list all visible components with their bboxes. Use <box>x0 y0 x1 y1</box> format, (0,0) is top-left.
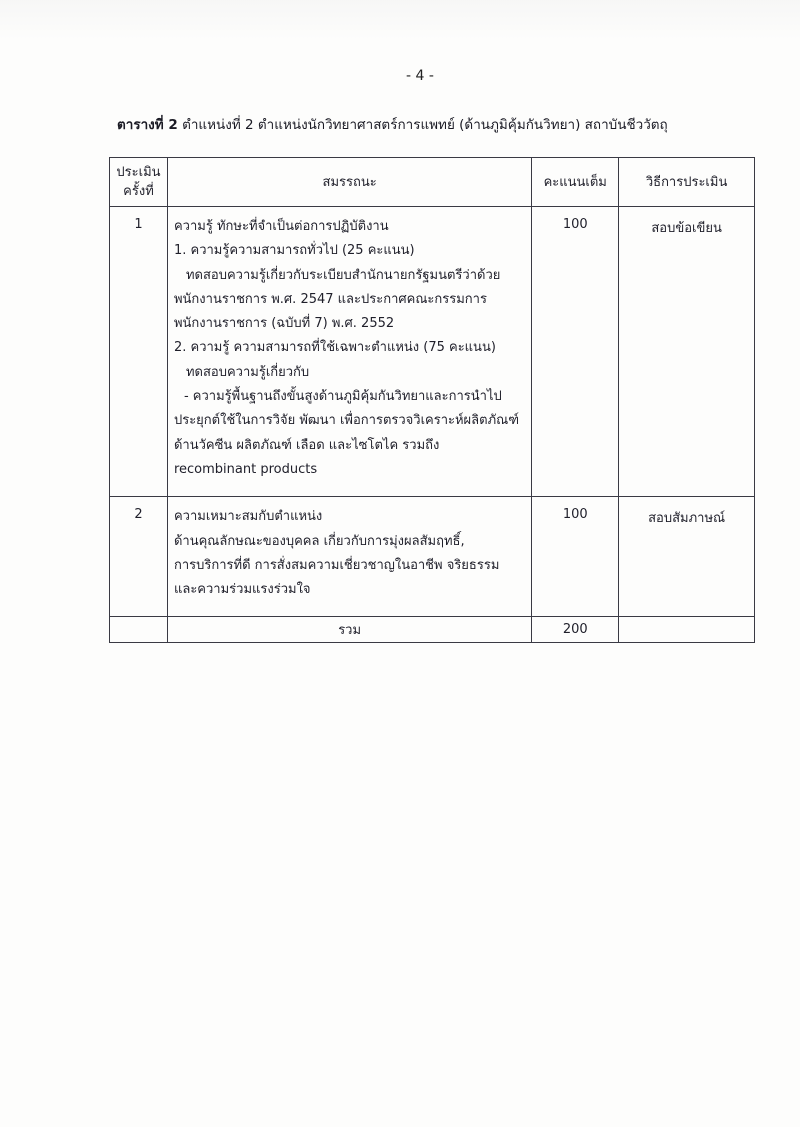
header-competency: สมรรถนะ <box>167 158 531 207</box>
row1-line: 1. ความรู้ความสามารถทั่วไป (25 คะแนน) <box>173 243 415 259</box>
row1-score: 100 <box>532 207 619 497</box>
row1-line: ทดสอบความรู้เกี่ยวกับ <box>185 364 310 380</box>
header-method: วิธีการประเมิน <box>619 158 755 207</box>
row1-round: 1 <box>110 207 168 497</box>
table-header-row <box>110 158 755 207</box>
row2-competency <box>167 497 531 617</box>
table-row <box>110 497 755 617</box>
row1-line: พนักงานราชการ (ฉบับที่ 7) พ.ศ. 2552 <box>173 316 395 332</box>
total-label: รวม <box>167 617 531 643</box>
row2-line: ความเหมาะสมกับตำแหน่ง <box>173 509 323 525</box>
total-score: 200 <box>532 617 619 643</box>
assessment-table <box>109 157 755 643</box>
row1-line: ด้านวัคซีน ผลิตภัณฑ์ เลือด และไซโตไค รวมถึง <box>173 437 440 453</box>
row1-line: 2. ความรู้ ความสามารถที่ใช้เฉพาะตำแหน่ง (75 คะแนน) <box>173 340 496 356</box>
row1-line: ความรู้ ทักษะที่จำเป็นต่อการปฏิบัติงาน <box>173 219 389 234</box>
table-row <box>110 207 755 497</box>
row2-method: สอบสัมภาษณ์ <box>619 497 755 617</box>
table-caption <box>117 113 757 135</box>
table-caption-text: ตำแหน่งที่ 2 ตำแหน่งนักวิทยาศาสตร์การแพทย์ (ด้านภูมิคุ้มกันวิทยา) สถาบันชีววัตถุ <box>182 117 668 133</box>
row1-line: พนักงานราชการ พ.ศ. 2547 และประกาศคณะกรรมการ <box>173 291 487 307</box>
row2-line: การบริการที่ดี การสั่งสมความเชี่ยวชาญในอาชีพ จริยธรรม <box>173 557 500 573</box>
row1-line: ประยุกต์ใช้ในการวิจัย พัฒนา เพื่อการตรวจวิเคราะห์ผลิตภัณฑ์ <box>173 413 520 429</box>
scan-shadow <box>0 0 800 40</box>
table-total-row <box>110 617 755 643</box>
row2-round: 2 <box>110 497 168 617</box>
header-round-line1: ประเมิน <box>116 165 161 180</box>
total-method-empty <box>619 617 755 643</box>
row1-competency <box>167 207 531 497</box>
row1-method: สอบข้อเขียน <box>619 207 755 497</box>
row2-line: และความร่วมแรงร่วมใจ <box>173 582 311 598</box>
header-round <box>110 158 168 207</box>
row1-line: - ความรู้พื้นฐานถึงขั้นสูงด้านภูมิคุ้มกันวิทยาและการนำไป <box>183 389 502 405</box>
total-round-empty <box>110 617 168 643</box>
row2-score: 100 <box>532 497 619 617</box>
header-full-score: คะแนนเต็ม <box>532 158 619 207</box>
row1-line: ทดสอบความรู้เกี่ยวกับระเบียบสำนักนายกรัฐมนตรีว่าด้วย <box>185 267 501 283</box>
row1-line: recombinant products <box>173 461 318 477</box>
table-caption-label: ตารางที่ 2 <box>117 117 178 133</box>
row2-line: ด้านคุณลักษณะของบุคคล เกี่ยวกับการมุ่งผลสัมฤทธิ์, <box>173 533 465 549</box>
header-round-line2: ครั้งที่ <box>123 184 154 199</box>
page-number: - 4 - <box>406 68 434 84</box>
